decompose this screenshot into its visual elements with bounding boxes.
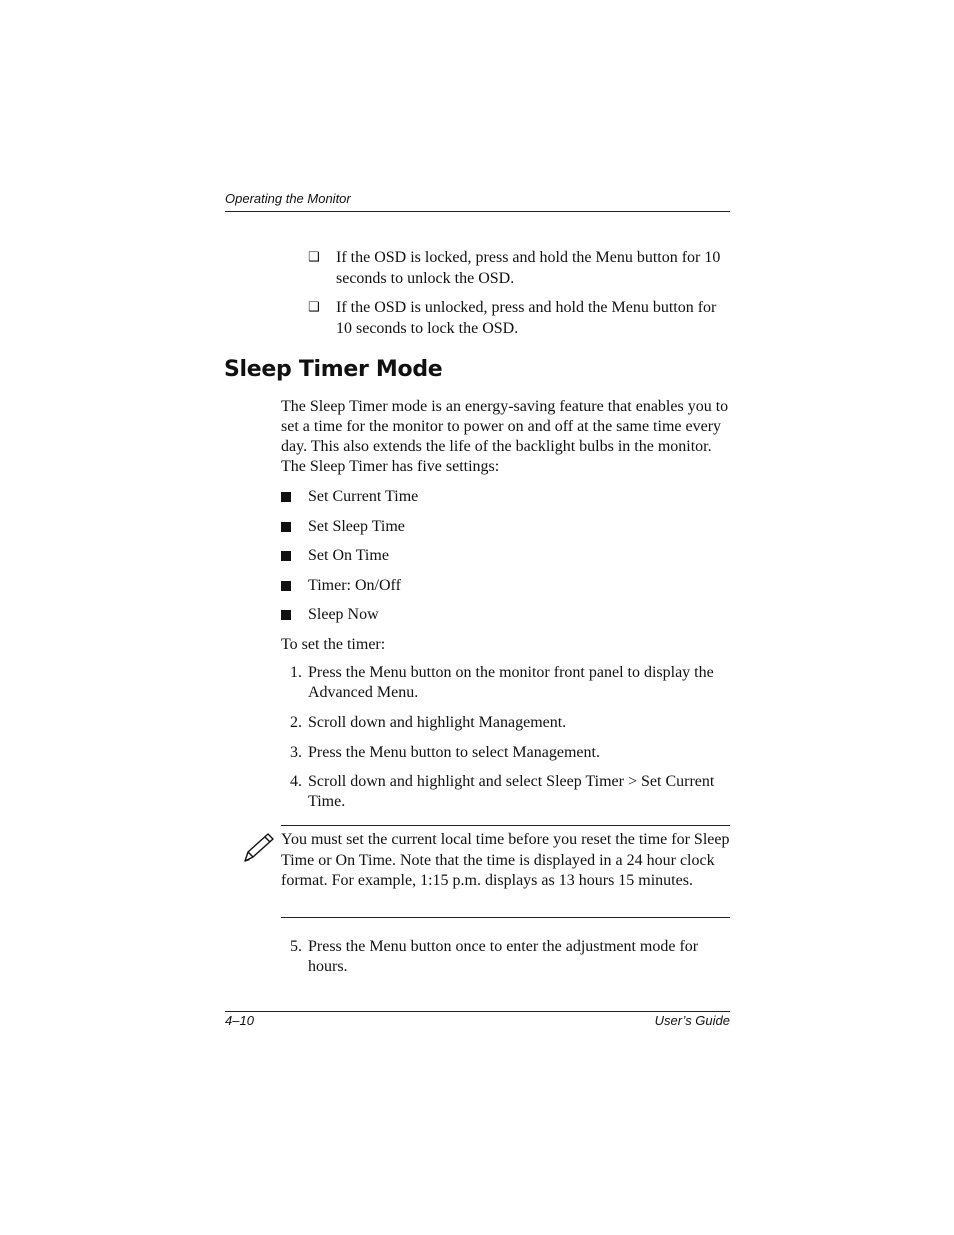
note-bottom-rule bbox=[281, 917, 730, 918]
osd-item-text: If the OSD is locked, press and hold the Menu button for 10 seconds to unlock the OSD. bbox=[336, 249, 721, 287]
intro-paragraph: The Sleep Timer mode is an energy-saving feature that enables you to set a time for the monitor to power on and off at the same time every day. This also extends the life of the backlight bulbs in the monitor. The Sleep Timer has five settings: bbox=[281, 398, 729, 475]
step-text: Scroll down and highlight Management. bbox=[308, 714, 567, 731]
setting-item bbox=[281, 517, 405, 537]
step-item bbox=[281, 937, 733, 977]
header-rule bbox=[225, 211, 730, 212]
step-number: 2. bbox=[290, 714, 302, 731]
setting-label: Set Sleep Time bbox=[308, 518, 405, 535]
step-item bbox=[281, 772, 733, 812]
step-item bbox=[281, 743, 733, 763]
setting-item bbox=[281, 487, 418, 507]
note-text: You must set the current local time before you reset the time for Sleep Time or On Time. Note that the time is displayed in a 24 hour clock format. For example, 1:15 p.m. displays as 13 hours 15 minutes. bbox=[281, 831, 730, 889]
osd-item-text: If the OSD is unlocked, press and hold the Menu button for 10 seconds to lock the OSD. bbox=[336, 299, 717, 337]
note-top-rule bbox=[281, 825, 730, 826]
step-text: Press the Menu button to select Management. bbox=[308, 744, 600, 761]
steps-intro: To set the timer: bbox=[281, 636, 386, 653]
section-title: Sleep Timer Mode bbox=[224, 357, 443, 382]
osd-locked-item bbox=[308, 247, 733, 289]
square-bullet-icon bbox=[281, 610, 291, 620]
step-number: 4. bbox=[290, 773, 302, 790]
square-bullet-icon bbox=[281, 581, 291, 591]
square-bullet-icon bbox=[281, 492, 291, 502]
setting-item bbox=[281, 576, 401, 596]
checkbox-bullet-icon: ❑ bbox=[308, 250, 320, 265]
square-bullet-icon bbox=[281, 522, 291, 532]
pencil-note-icon bbox=[240, 830, 276, 866]
step-number: 3. bbox=[290, 744, 302, 761]
step-number: 1. bbox=[290, 664, 302, 681]
step-number: 5. bbox=[290, 938, 302, 955]
step-text: Press the Menu button once to enter the adjustment mode for hours. bbox=[308, 938, 699, 975]
step-item bbox=[281, 663, 733, 703]
setting-item bbox=[281, 546, 389, 566]
footer-rule bbox=[225, 1011, 730, 1012]
guide-title: User’s Guide bbox=[654, 1013, 730, 1028]
setting-label: Set Current Time bbox=[308, 488, 419, 505]
setting-label: Set On Time bbox=[308, 547, 389, 564]
step-text: Press the Menu button on the monitor front panel to display the Advanced Menu. bbox=[308, 664, 714, 701]
page-number: 4–10 bbox=[225, 1013, 254, 1028]
step-item bbox=[281, 713, 733, 733]
setting-label: Sleep Now bbox=[308, 606, 379, 623]
osd-unlocked-item bbox=[308, 297, 733, 339]
setting-item bbox=[281, 605, 379, 625]
setting-label: Timer: On/Off bbox=[308, 577, 401, 594]
square-bullet-icon bbox=[281, 551, 291, 561]
header-title: Operating the Monitor bbox=[225, 191, 351, 206]
checkbox-bullet-icon: ❑ bbox=[308, 300, 320, 315]
step-text: Scroll down and highlight and select Sleep Timer > Set Current Time. bbox=[308, 773, 715, 810]
